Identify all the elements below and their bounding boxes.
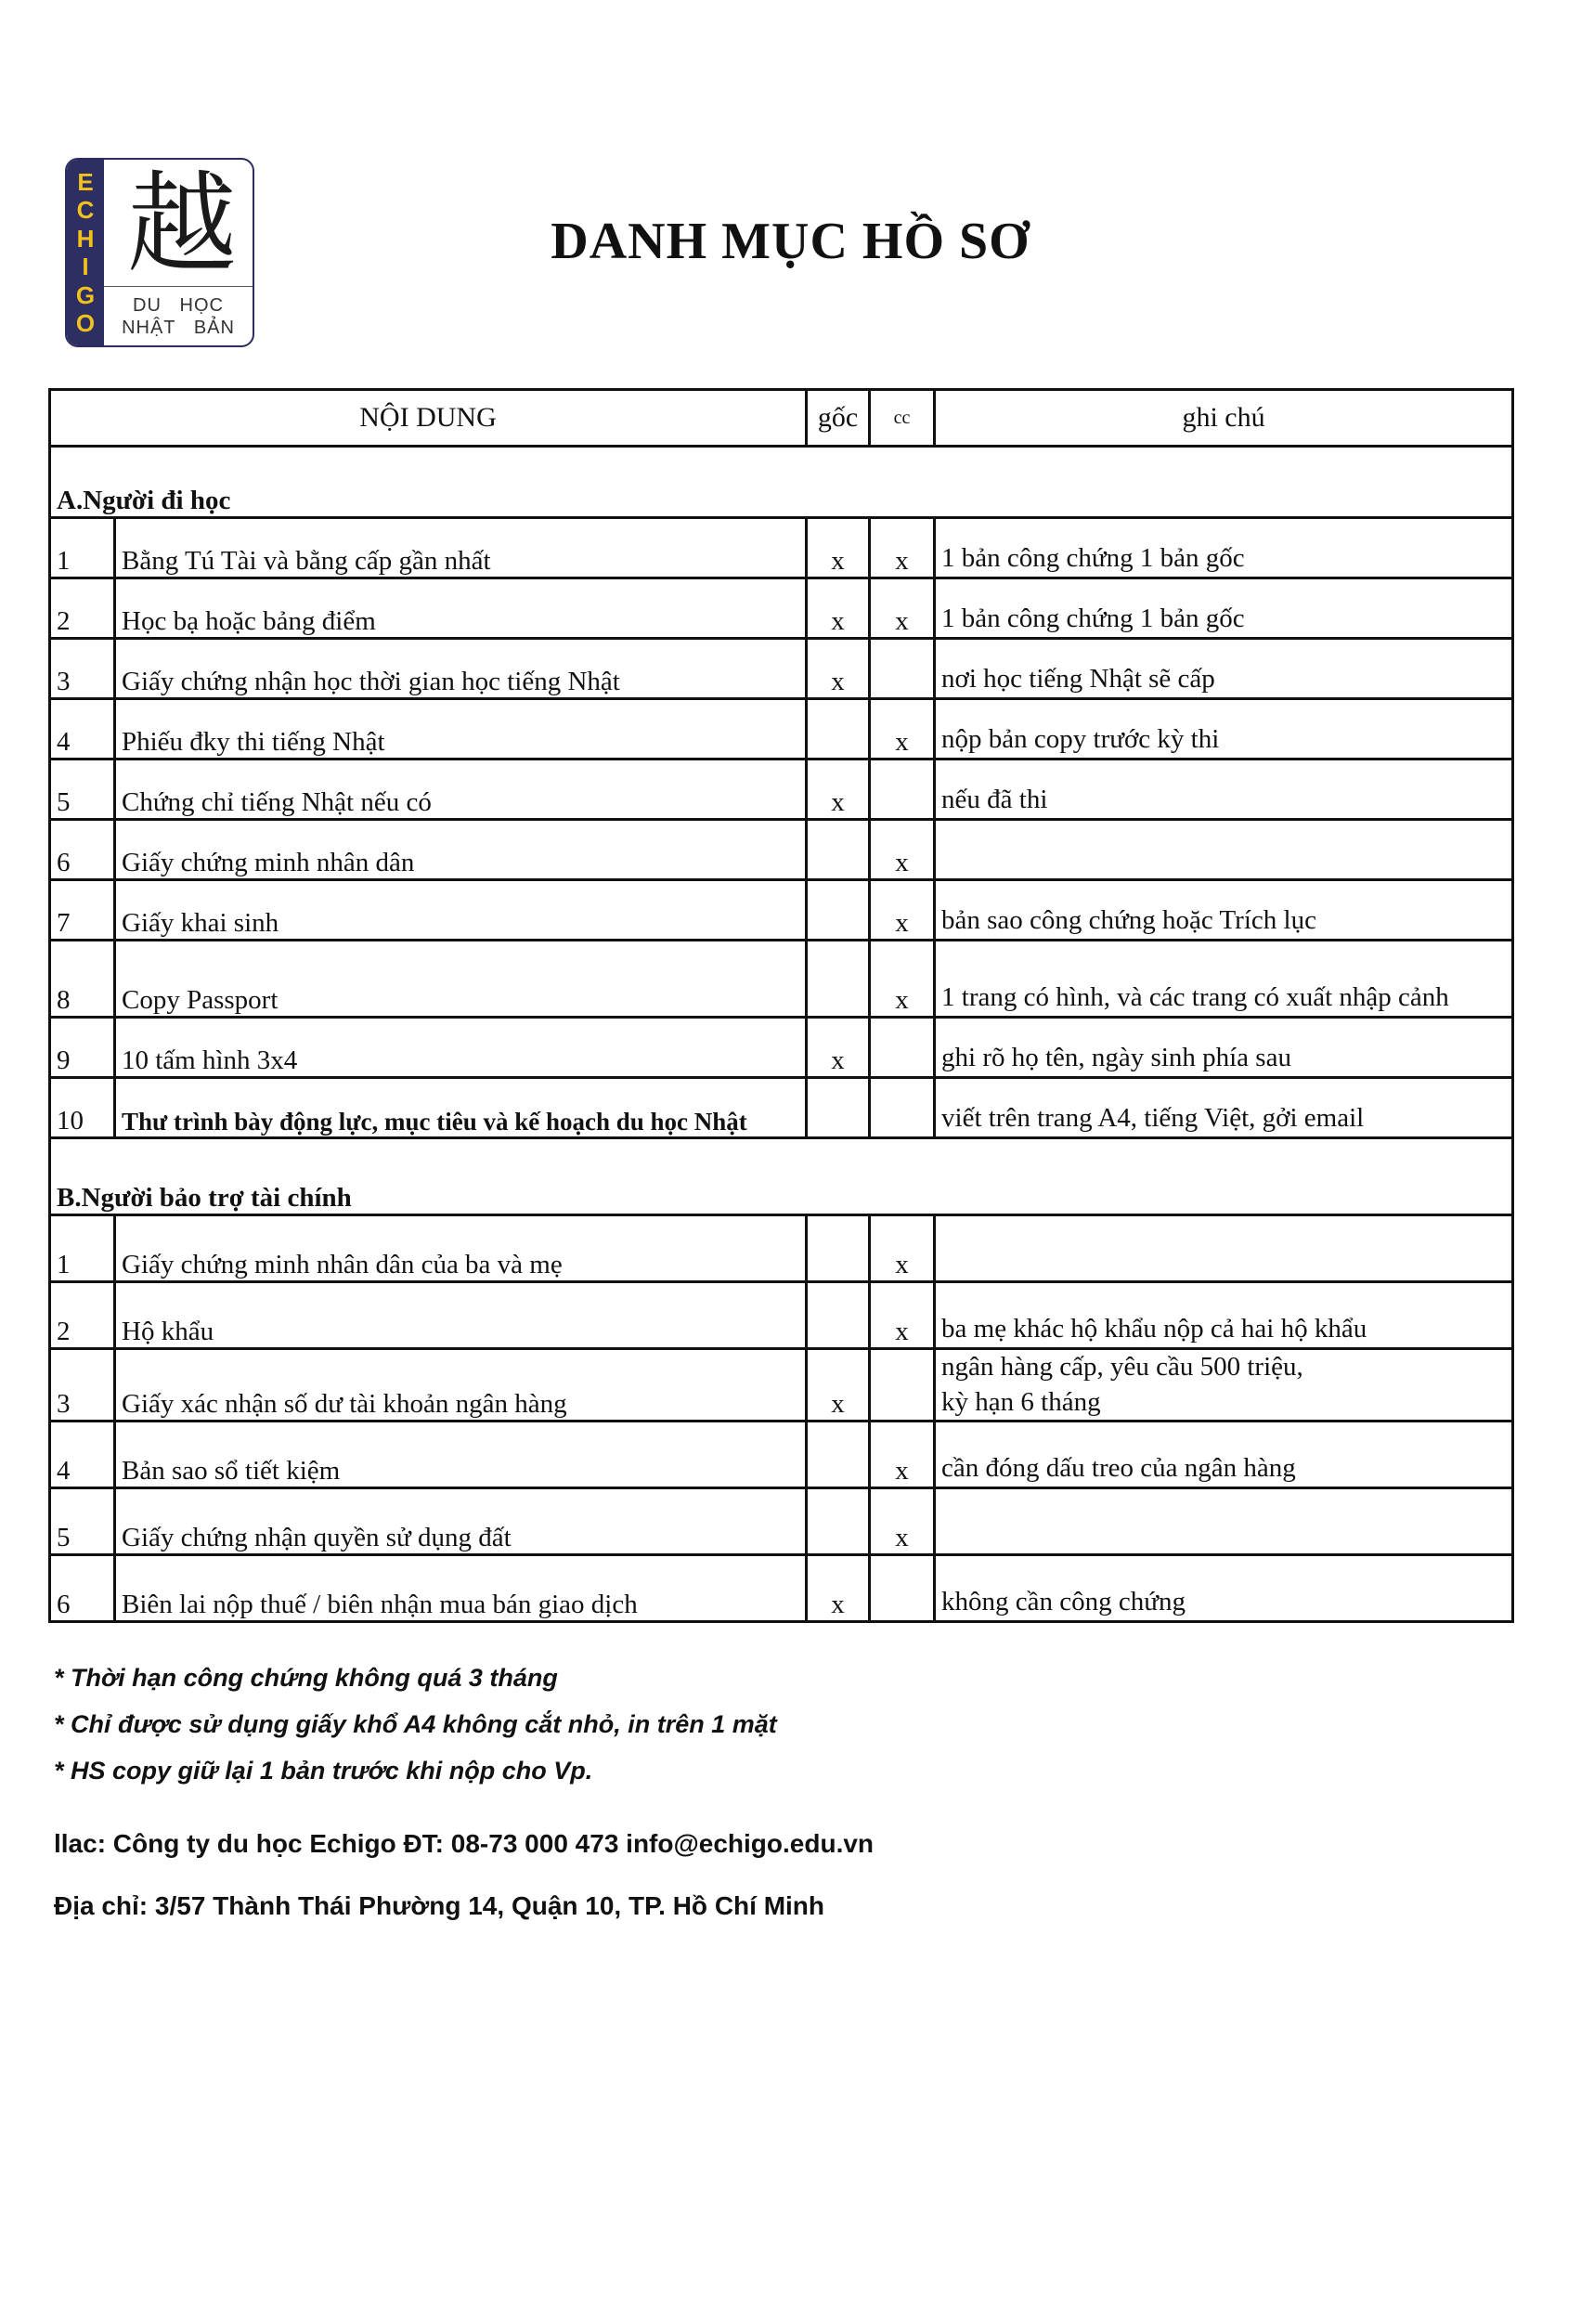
row-note: bản sao công chứng hoặc Trích lục [935, 880, 1513, 941]
row-note: ghi rõ họ tên, ngày sinh phía sau [935, 1018, 1513, 1078]
header-original: gốc [807, 390, 870, 447]
row-copy-mark: x [870, 578, 935, 639]
row-original-mark: x [807, 639, 870, 699]
table-row [50, 1422, 1513, 1488]
row-original-mark [807, 1282, 870, 1349]
row-number: 2 [50, 1282, 115, 1349]
row-copy-mark: x [870, 1215, 935, 1282]
table-row [50, 760, 1513, 820]
contact-line: llac: Công ty du học Echigo ĐT: 08-73 000 473 info@echigo.edu.vn [54, 1829, 875, 1858]
table-row [50, 1078, 1513, 1138]
logo-letter: I [82, 253, 89, 281]
footnote: * Chỉ được sử dụng giấy khổ A4 không cắt nhỏ, in trên 1 mặt [54, 1710, 777, 1738]
row-item: Học bạ hoặc bảng điểm [115, 578, 807, 639]
footnote: * HS copy giữ lại 1 bản trước khi nộp cho Vp. [54, 1757, 593, 1785]
row-number: 2 [50, 578, 115, 639]
address-line: Địa chỉ: 3/57 Thành Thái Phường 14, Quận 10, TP. Hồ Chí Minh [54, 1891, 825, 1920]
row-copy-mark [870, 1078, 935, 1138]
row-original-mark [807, 1488, 870, 1555]
row-copy-mark: x [870, 880, 935, 941]
row-note [935, 820, 1513, 880]
row-item: Giấy chứng nhận học thời gian học tiếng Nhật [115, 639, 807, 699]
row-item: 10 tấm hình 3x4 [115, 1018, 807, 1078]
row-original-mark [807, 1078, 870, 1138]
row-number: 7 [50, 880, 115, 941]
row-copy-mark: x [870, 518, 935, 578]
footnote: * Thời hạn công chứng không quá 3 tháng [54, 1664, 558, 1692]
table-row [50, 639, 1513, 699]
row-item: Chứng chỉ tiếng Nhật nếu có [115, 760, 807, 820]
logo-kanji: 越 [126, 160, 237, 288]
row-copy-mark [870, 639, 935, 699]
row-number: 4 [50, 1422, 115, 1488]
row-original-mark: x [807, 1349, 870, 1422]
row-copy-mark [870, 760, 935, 820]
row-item: Phiếu đky thi tiếng Nhật [115, 699, 807, 760]
page-title: DANH MỤC HỒ SƠ [551, 213, 1030, 270]
header-note: ghi chú [935, 390, 1513, 447]
row-item: Biên lai nộp thuế / biên nhận mua bán giao dịch [115, 1555, 807, 1622]
section-title: B.Người bảo trợ tài chính [50, 1138, 1513, 1215]
row-number: 8 [50, 941, 115, 1018]
table-row [50, 1349, 1513, 1422]
table-row [50, 1488, 1513, 1555]
row-original-mark [807, 820, 870, 880]
table-row [50, 1282, 1513, 1349]
row-original-mark [807, 1215, 870, 1282]
table-row [50, 518, 1513, 578]
row-item: Giấy xác nhận số dư tài khoản ngân hàng [115, 1349, 807, 1422]
row-item: Giấy chứng minh nhân dân của ba và mẹ [115, 1215, 807, 1282]
logo-letter: G [75, 280, 96, 309]
row-item: Thư trình bày động lực, mục tiêu và kế hoạch du học Nhật [115, 1078, 807, 1138]
row-note: nếu đã thi [935, 760, 1513, 820]
row-copy-mark [870, 1555, 935, 1622]
table-row [50, 1555, 1513, 1622]
row-note-line1: ngân hàng cấp, yêu cầu 500 triệu, [941, 1352, 1303, 1382]
table-row [50, 1215, 1513, 1282]
row-note: viết trên trang A4, tiếng Việt, gởi email [935, 1078, 1513, 1138]
row-item: Giấy khai sinh [115, 880, 807, 941]
row-note: ba mẹ khác hộ khẩu nộp cả hai hộ khẩu [935, 1282, 1513, 1349]
row-number: 4 [50, 699, 115, 760]
logo-letter: O [75, 309, 96, 338]
row-original-mark: x [807, 1555, 870, 1622]
row-copy-mark: x [870, 1282, 935, 1349]
row-original-mark: x [807, 760, 870, 820]
row-original-mark: x [807, 578, 870, 639]
row-note: nộp bản copy trước kỳ thi [935, 699, 1513, 760]
table-row [50, 1018, 1513, 1078]
header-copy: cc [870, 390, 935, 447]
row-copy-mark: x [870, 1488, 935, 1555]
row-number: 3 [50, 1349, 115, 1422]
logo-subtitle-line2: NHẬT BẢN [122, 318, 235, 338]
row-item: Bằng Tú Tài và bằng cấp gần nhất [115, 518, 807, 578]
row-item: Hộ khẩu [115, 1282, 807, 1349]
row-note: nơi học tiếng Nhật sẽ cấp [935, 639, 1513, 699]
section-title: A.Người đi học [50, 447, 1513, 518]
row-original-mark: x [807, 1018, 870, 1078]
logo-divider [104, 286, 253, 287]
row-note [935, 1215, 1513, 1282]
row-number: 10 [50, 1078, 115, 1138]
table-row [50, 941, 1513, 1018]
row-number: 6 [50, 1555, 115, 1622]
table-row [50, 578, 1513, 639]
row-original-mark [807, 699, 870, 760]
row-original-mark [807, 941, 870, 1018]
row-original-mark [807, 1422, 870, 1488]
row-note: 1 bản công chứng 1 bản gốc [935, 518, 1513, 578]
table-row [50, 880, 1513, 941]
row-note: 1 trang có hình, và các trang có xuất nhập cảnh [935, 941, 1513, 1018]
row-note-line2: kỳ hạn 6 tháng [941, 1386, 1101, 1417]
row-number: 1 [50, 518, 115, 578]
row-note: cần đóng dấu treo của ngân hàng [935, 1422, 1513, 1488]
row-item: Copy Passport [115, 941, 807, 1018]
row-number: 3 [50, 639, 115, 699]
row-copy-mark: x [870, 941, 935, 1018]
row-number: 9 [50, 1018, 115, 1078]
row-number: 6 [50, 820, 115, 880]
row-item: Bản sao sổ tiết kiệm [115, 1422, 807, 1488]
row-note: không cần công chứng [935, 1555, 1513, 1622]
row-original-mark: x [807, 518, 870, 578]
table-row [50, 820, 1513, 880]
row-number: 1 [50, 1215, 115, 1282]
footnotes [54, 1664, 777, 1803]
row-note [935, 1488, 1513, 1555]
logo-letter: C [76, 196, 95, 225]
logo-letter: H [76, 224, 95, 253]
logo-letter: E [77, 167, 94, 196]
row-number: 5 [50, 1488, 115, 1555]
row-copy-mark [870, 1018, 935, 1078]
row-note: 1 bản công chứng 1 bản gốc [935, 578, 1513, 639]
row-copy-mark [870, 1349, 935, 1422]
header-content: NỘI DUNG [50, 390, 807, 447]
table-row [50, 699, 1513, 760]
row-item: Giấy chứng nhận quyền sử dụng đất [115, 1488, 807, 1555]
row-copy-mark: x [870, 820, 935, 880]
row-copy-mark: x [870, 1422, 935, 1488]
row-number: 5 [50, 760, 115, 820]
row-item: Giấy chứng minh nhân dân [115, 820, 807, 880]
row-note [935, 1349, 1513, 1422]
row-original-mark [807, 880, 870, 941]
document-checklist-table [48, 388, 1514, 1623]
row-copy-mark: x [870, 699, 935, 760]
logo-subtitle-line1: DU HỌC [133, 295, 224, 316]
